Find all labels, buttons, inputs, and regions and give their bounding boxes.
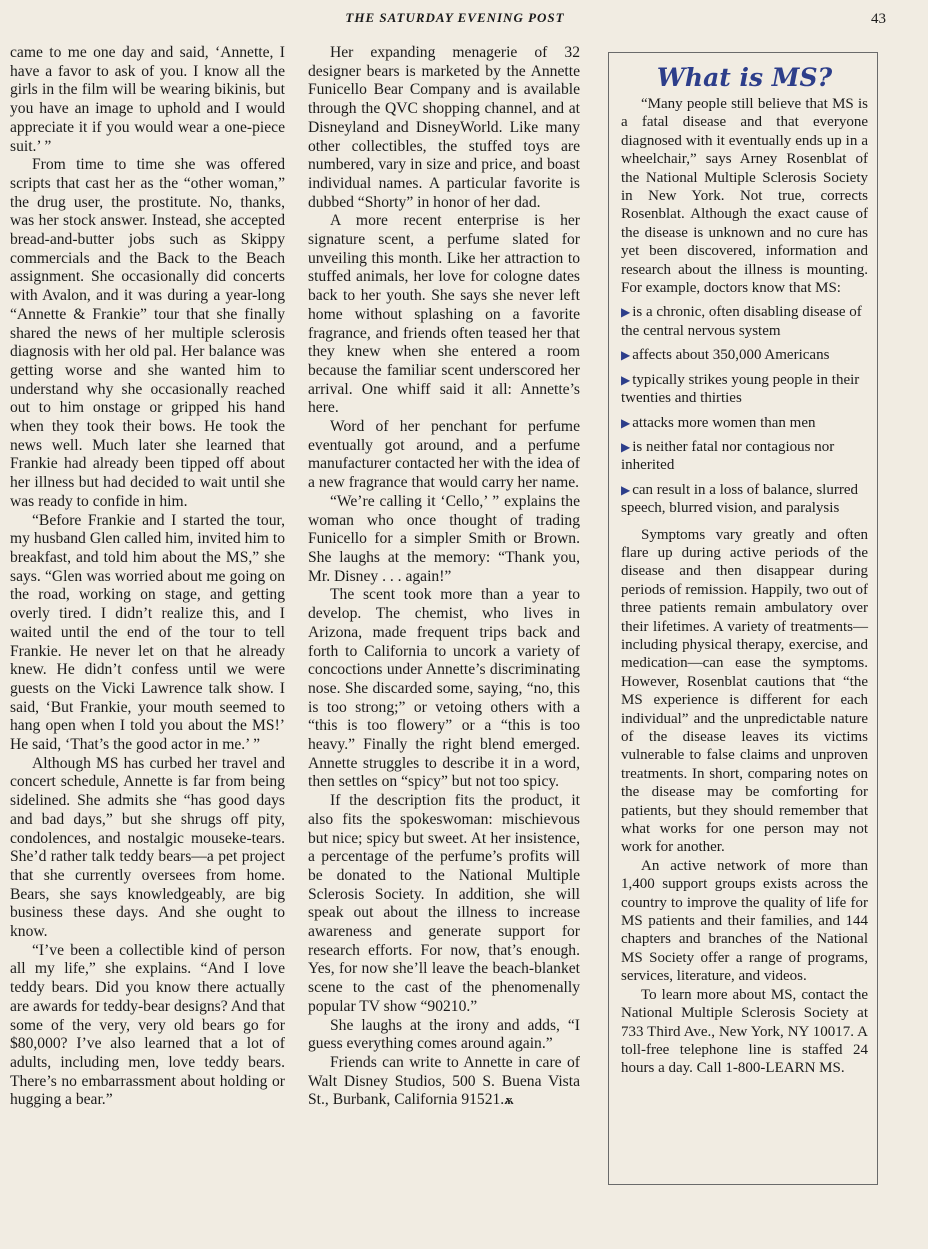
ms-sidebar-box	[608, 52, 878, 1185]
paragraph: From time to time she was offered scripts that cast her as the “other woman,” the drug user, the prostitute. No, thanks, was her stock answer. Instead, she accepted bread-and-butter jobs such as Skippy commercials and the Back to the Beach assignment. She occasionally did concerts with Avalon, and it was during a year-long “Annette & Frankie” tour that she finally shared the news of her multiple sclerosis diagnosis with her old pal. Her balance was getting worse and she wanted him to understand why she occasionally reached out to him onstage or gripped his hand when they took their bows. He took the news well. Much later she learned that Frankie had already been tipped off about her illness but had decided to wait until she was ready to confide in him.	[10, 156, 285, 510]
paragraph: Her expanding menagerie of 32 designer bears is marketed by the Annette Funicello Bear Company and is available through the QVC shopping channel, and at Disneyland and DisneyWorld. Like many other collectibles, the stuffed toys are numbered, vary in size and price, and boast individual names. A particular favorite is dubbed “Shorty” in honor of her dad.	[308, 44, 580, 211]
triangle-bullet-icon: ▶	[621, 415, 631, 430]
list-item: ▶ is a chronic, often disabling disease of the central nervous system	[621, 304, 862, 339]
article-column-1	[10, 44, 285, 1110]
end-mark-icon: ѫ	[504, 1092, 514, 1108]
paragraph: If the description fits the product, it also fits the spokeswoman: mischievous but nice; spicy but sweet. At her insistence, a percentage of the perfume’s profits will be donated to the National Multiple Sclerosis Society. In addition, she will speak out about the illness to increase awareness and generate support for research efforts. For now, that’s enough. Yes, for now she’ll leave the beach-blanket scene to the cast of the phenomenally popular TV show “90210.”	[308, 792, 580, 1015]
triangle-bullet-icon: ▶	[621, 305, 631, 320]
list-item: ▶ typically strikes young people in their twenties and thirties	[621, 371, 860, 407]
triangle-bullet-icon: ▶	[621, 482, 631, 497]
page-number: 43	[871, 11, 886, 27]
paragraph: She laughs at the irony and adds, “I guess everything comes around again.”	[308, 1016, 580, 1053]
list-item: ▶ affects about 350,000 Americans	[621, 347, 830, 364]
paragraph: “We’re calling it ‘Cello,’ ” explains the woman who once thought of trading Funicello for a simpler Smith or Brown. She laughs at the memory: “Thank you, Mr. Disney . . . again!”	[308, 492, 580, 585]
paragraph-final-text: Friends can write to Annette in care of Walt Disney Studios, 500 S. Buena Vista St., Burbank, California 91521.	[308, 1053, 580, 1109]
paragraph: A more recent enterprise is her signature scent, a perfume slated for unveiling this month. Like her attraction to stuffed animals, her love for cologne dates back to her youth. She says she never left home without splashing on a favorite fragrance, and friends often teased her that they knew when she entered a room because the familiar scent underscored her arrival. One whiff said it all: Annette’s here.	[308, 212, 580, 417]
paragraph: “I’ve been a collectible kind of person all my life,” she explains. “And I love teddy bears. Did you know there actually are awards for teddy-bear designs? And that some of the very, very old bears go for $80,000? I’ve also learned that a lot of adults, including men, love teddy bears. There’s no embarrassment about holding or hugging a bear.”	[10, 941, 285, 1109]
list-item: ▶ can result in a loss of balance, slurred speech, blurred vision, and paralysis	[621, 481, 858, 517]
article-column-2	[308, 44, 580, 1110]
paragraph: “Before Frankie and I started the tour, my husband Glen called him, invited him to breakfast, and told him about the MS,” she says. “Glen was worried about me going on the road, working on stage, and getting overly tired. I didn’t realize this, and I waited until the end of the tour to tell Frankie. He never let on that he already knew. He didn’t confess until we were guests on the Vicki Lawrence talk show. I said, ‘But Frankie, your mouth seemed to hang open when I told you about the MS!’ He said, ‘That’s the good actor in me.’ ”	[10, 511, 285, 754]
paragraph: The scent took more than a year to develop. The chemist, who lives in Arizona, made frequent trips back and forth to California to uncork a variety of concoctions under Annette’s discriminating nose. She discarded some, saying, “no, this is too strong;” or vetoing others with a “this is too flowery” or a “this is too heavy.” Finally the right blend emerged. Annette struggles to describe it in a word, then settles on “spicy” but not too spicy.	[308, 586, 580, 791]
paragraph: Word of her penchant for perfume eventually got around, and a perfume manufacturer contacted her with the idea of a new fragrance that would carry her name.	[308, 418, 580, 492]
sidebar-paragraph: To learn more about MS, contact the National Multiple Sclerosis Society at 733 Third Ave., New York, NY 10017. A toll-free telephone line is staffed 24 hours a day. Call 1-800-LEARN MS.	[621, 986, 868, 1077]
paragraph: Although MS has curbed her travel and concert schedule, Annette is far from being sidelined. She admits she “has good days and bad days,” but she shrugs off pity, condolences, and nostalgic mouseke-tears. She’d rather talk teddy bears—a pet project that she currently oversees from home. Bears, she says knowledgeably, are big business these days. And she ought to know.	[10, 754, 285, 941]
list-item: ▶ attacks more women than men	[621, 414, 816, 431]
triangle-bullet-icon: ▶	[621, 348, 631, 363]
paragraph-final	[308, 1054, 580, 1110]
sidebar-bullet-list	[621, 303, 868, 517]
list-item: ▶ is neither fatal nor contagious nor inherited	[621, 438, 835, 474]
sidebar-intro: “Many people still believe that MS is a fatal disease and that everyone diagnosed with it eventually ends up in a wheelchair,” says Arney Rosenblat of the National Multiple Sclerosis Society in New York. Not true, corrects Rosenblat. Although the exact cause of the disease is unknown and no cure has yet been discovered, information and research about the illness is mounting. For example, doctors know that MS:	[621, 96, 868, 297]
sidebar-paragraph: An active network of more than 1,400 support groups exists across the country to improve the quality of life for MS patients and their families, and 144 chapters and branches of the National MS Society offer a range of programs, services, literature, and videos.	[621, 857, 868, 985]
sidebar-title: What is MS?	[656, 63, 833, 92]
sidebar-paragraph: Symptoms vary greatly and often flare up during active periods of the disease and then disappear during periods of remission. Happily, two out of three patients remain ambulatory over their lifetimes. A variety of treatments—including physical therapy, exercise, and medication—can ease the symptoms. However, Rosenblat cautions that “the MS experience is different for each individual” and the unpredictable nature of the disease leaves its victims vulnerable to false claims and unproven treatments. In short, comparing notes on the disease may be comforting for patients, but they should remember that what works for one person may not work for another.	[621, 526, 868, 856]
triangle-bullet-icon: ▶	[621, 372, 631, 387]
triangle-bullet-icon: ▶	[621, 439, 631, 454]
paragraph: came to me one day and said, ‘Annette, I have a favor to ask of you. I know all the girls in the film will be wearing bikinis, but you have an image to uphold and I would appreciate it if you would wear a one-piece suit.’ ”	[10, 44, 285, 155]
publication-header: THE SATURDAY EVENING POST	[345, 10, 565, 25]
